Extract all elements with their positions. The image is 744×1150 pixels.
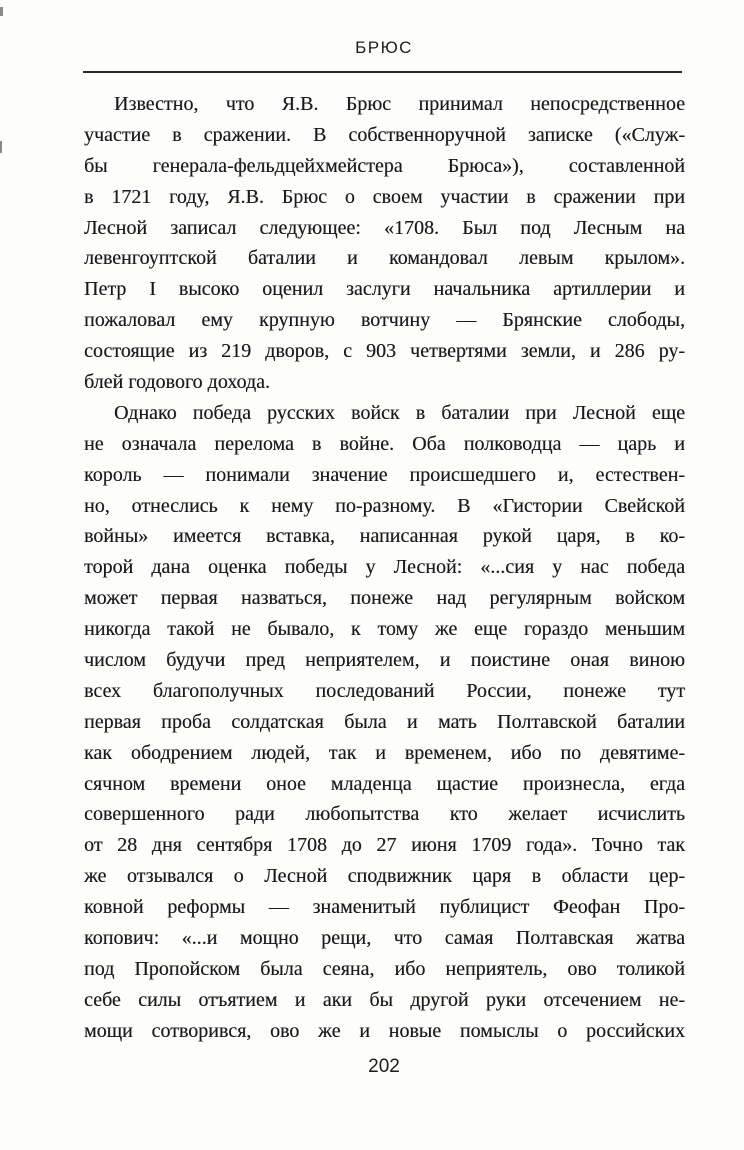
text-line: совершенного ради любопытства кто желает исчислить — [84, 803, 685, 826]
text-line: но, отнеслись к нему по-разному. В «Гистории Свейской — [84, 494, 685, 517]
text-line: Однако победа русских войск в баталии при Лесной еще — [114, 401, 685, 424]
text-line: же отзывался о Лесной сподвижник царя в области цер- — [84, 865, 685, 888]
text-line: первая проба солдатская была и мать Полтавской баталии — [84, 710, 685, 733]
text-line: состоящие из 219 дворов, с 903 четвертями земли, и 286 ру- — [84, 340, 685, 363]
text-line: числом будучи пред неприятелем, и поистине оная виною — [84, 649, 685, 672]
body-text — [84, 89, 685, 1047]
text-line: копович: «...и мощно рещи, что самая Полтавская жатва — [84, 927, 685, 950]
text-line: под Пропойском была сеяна, ибо неприятель, ово толикой — [84, 957, 685, 980]
running-header: БРЮС — [355, 38, 413, 57]
text-line: левенгоуптской баталии и командовал левым крылом». — [84, 247, 685, 270]
text-line: войны» имеется вставка, написанная рукой царя, в ко- — [84, 525, 685, 548]
text-line: пожаловал ему крупную вотчину — Брянские слободы, — [84, 309, 685, 332]
text-line: мощи сотворився, ово же и новые помыслы о российских — [84, 1019, 685, 1042]
text-line: всех благополучных последований России, понеже тут — [84, 679, 685, 702]
text-line: ковной реформы — знаменитый публицист Феофан Про- — [84, 896, 685, 919]
text-line: торой дана оценка победы у Лесной: «...сия у нас победа — [84, 556, 685, 579]
text-line: король — понимали значение происшедшего и, естествен- — [84, 463, 685, 486]
text-line: сячном времени оное младенца щастие произнесла, егда — [84, 772, 685, 795]
text-line: Известно, что Я.В. Брюс принимал непосредственное — [114, 93, 685, 115]
text-line: Лесной записал следующее: «1708. Был под Лесным на — [84, 216, 685, 239]
text-line: участие в сражении. В собственноручной записке («Служ- — [84, 123, 685, 146]
text-line: как ободрением людей, так и временем, ибо по девятиме- — [84, 741, 685, 764]
text-line: может первая назваться, понеже над регулярным войском — [84, 587, 685, 610]
text-line: Петр I высоко оценил заслуги начальника артиллерии и — [84, 278, 685, 301]
text-line: в 1721 году, Я.В. Брюс о своем участии в сражении при — [84, 185, 685, 208]
header-rule — [83, 71, 682, 73]
scan-artifact — [0, 7, 3, 16]
text-line: блей годового дохода. — [84, 371, 270, 394]
text-line: никогда такой не бывало, к тому же еще гораздо меньшим — [84, 618, 685, 641]
text-line: не означала перелома в войне. Оба полководца — царь и — [84, 432, 685, 455]
text-line: себе силы отъятием и аки бы другой руки отсечением не- — [84, 988, 685, 1011]
page-number: 202 — [368, 1056, 400, 1077]
text-line: бы генерала-фельдцейхмейстера Брюса»), составленной — [84, 154, 685, 177]
scan-artifact — [0, 141, 2, 153]
text-line: от 28 дня сентября 1708 до 27 июня 1709 года». Точно так — [84, 834, 685, 857]
